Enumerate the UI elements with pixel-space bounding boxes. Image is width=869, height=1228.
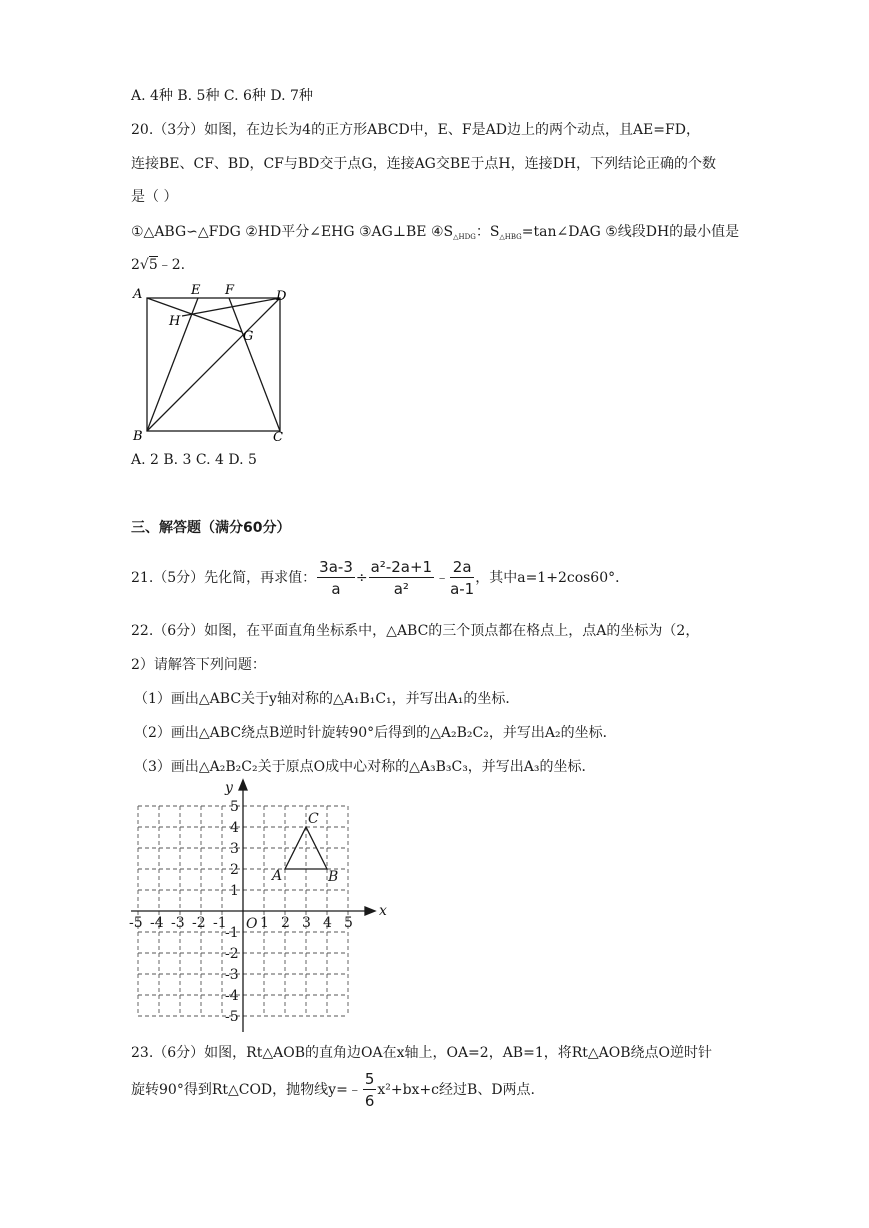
- q22-line2: 2）请解答下列问题：: [131, 657, 266, 673]
- q20-c1-sub: △HDG: [453, 233, 476, 241]
- label-b: B: [133, 429, 143, 444]
- q21-line: [131, 556, 629, 600]
- fraction-2-den: a²: [393, 579, 409, 598]
- x-tick-label: 4: [323, 915, 332, 931]
- coordinate-grid: [125, 780, 385, 1032]
- x-tick-label: -5: [129, 915, 143, 931]
- q20-options: A. 2 B. 3 C. 4 D. 5: [131, 452, 257, 468]
- q23-fraction-den: 6: [364, 1091, 375, 1110]
- x-axis-arrow: [365, 907, 375, 915]
- x-tick-label: 2: [281, 915, 290, 931]
- x-tick-label: 3: [302, 915, 311, 931]
- q20-c1-mid: ：S: [475, 224, 500, 240]
- fraction-1-den: a: [331, 579, 341, 598]
- y-axis-arrow: [239, 780, 247, 790]
- q20-line1: 20.（3分）如图，在边长为4的正方形ABCD中，E、F是AD边上的两个动点，且AE=FD，: [131, 122, 700, 138]
- point-a-label: A: [272, 868, 283, 884]
- divide-sign: ÷: [355, 570, 368, 586]
- q23-line1: 23.（6分）如图，Rt△AOB的直角边OA在x轴上，OA=2，AB=1，将Rt△AOB绕点O逆时针: [131, 1045, 713, 1061]
- q21-pre: 21.（5分）先化简，再求值：: [131, 570, 317, 586]
- q20-rest: ﹣2.: [157, 257, 186, 273]
- label-e: E: [191, 283, 201, 298]
- origin-label: O: [246, 916, 258, 932]
- y-tick-label: -4: [225, 988, 239, 1004]
- y-axis-label: y: [225, 780, 233, 796]
- q23-line2: [131, 1068, 535, 1112]
- q22-part1: （1）画出△ABC关于y轴对称的△A₁B₁C₁，并写出A₁的坐标．: [134, 691, 520, 707]
- q20-coef: 2: [131, 257, 140, 273]
- section-heading: 三、解答题（满分60分）: [131, 520, 291, 536]
- fraction-2: [369, 557, 434, 600]
- label-g: G: [243, 329, 254, 344]
- q23-fraction-num: 5: [364, 1069, 375, 1088]
- q22-line1: 22.（6分）如图，在平面直角坐标系中，△ABC的三个顶点都在格点上，点A的坐标为（2，: [131, 623, 700, 639]
- q20-radicand: 5: [148, 257, 158, 273]
- segment-bd: [147, 298, 280, 431]
- sqrt-sign: √: [139, 257, 149, 273]
- label-c: C: [273, 430, 283, 445]
- x-tick-label: -1: [213, 915, 227, 931]
- y-tick-label: 3: [230, 841, 239, 857]
- q20-conclusions: [131, 223, 739, 246]
- y-tick-label: -5: [225, 1009, 239, 1025]
- y-tick-label: 1: [230, 883, 239, 899]
- square-figure: [125, 280, 295, 445]
- q23-pre: 旋转90°得到Rt△COD，抛物线y=﹣: [131, 1082, 362, 1098]
- x-axis-label: x: [379, 903, 387, 919]
- segment-ag: [147, 298, 242, 332]
- point-c-label: C: [308, 811, 319, 827]
- q20-c1-sub2: △HBG: [499, 233, 522, 241]
- q20-line2: 连接BE、CF、BD，CF与BD交于点G，连接AG交BE于点H，连接DH，下列结论正确的个数: [131, 156, 717, 172]
- y-tick-label: -3: [225, 967, 239, 983]
- fraction-1-num: 3a-3: [319, 557, 353, 576]
- label-h: H: [169, 314, 181, 329]
- q20-min-value: [131, 256, 185, 274]
- fraction-3-num: 2a: [450, 557, 474, 578]
- y-tick-label: 2: [230, 862, 239, 878]
- q21-post: ，其中a=1+2cos60°．: [475, 570, 630, 586]
- q19-options: A. 4种 B. 5种 C. 6种 D. 7种: [131, 88, 313, 104]
- q23-fraction: [363, 1069, 377, 1112]
- label-a: A: [133, 287, 143, 302]
- y-tick-label: 4: [230, 820, 239, 836]
- y-tick-label: -1: [225, 925, 239, 941]
- fraction-3: [450, 557, 474, 600]
- y-tick-label: -2: [225, 946, 239, 962]
- label-f: F: [225, 283, 235, 298]
- point-b-label: B: [328, 869, 339, 885]
- fraction-1: [317, 557, 355, 600]
- x-tick-label: 5: [344, 915, 353, 931]
- label-d: D: [276, 289, 287, 304]
- q20-c1-end: =tan∠DAG ⑤线段DH的最小值是: [521, 224, 740, 240]
- fraction-3-den: a-1: [450, 579, 475, 598]
- x-tick-label: 1: [260, 915, 269, 931]
- x-tick-label: -3: [171, 915, 185, 931]
- segment-cf: [229, 298, 280, 431]
- q20-c1: ①△ABG∽△FDG ②HD平分∠EHG ③AG⊥BE ④S: [131, 224, 454, 240]
- q23-post: x²+bx+c经过B、D两点.: [377, 1082, 535, 1098]
- x-tick-label: -2: [192, 915, 206, 931]
- q20-line3: 是（ ）: [131, 189, 178, 205]
- x-tick-label: -4: [150, 915, 164, 931]
- minus-sign: ﹣: [435, 570, 450, 586]
- q22-part3: （3）画出△A₂B₂C₂关于原点O成中心对称的△A₃B₃C₃，并写出A₃的坐标．: [134, 759, 596, 775]
- y-tick-label: 5: [230, 799, 239, 815]
- q22-part2: （2）画出△ABC绕点B逆时针旋转90°后得到的△A₂B₂C₂，并写出A₂的坐标．: [134, 725, 617, 741]
- fraction-2-num: a²-2a+1: [370, 557, 433, 576]
